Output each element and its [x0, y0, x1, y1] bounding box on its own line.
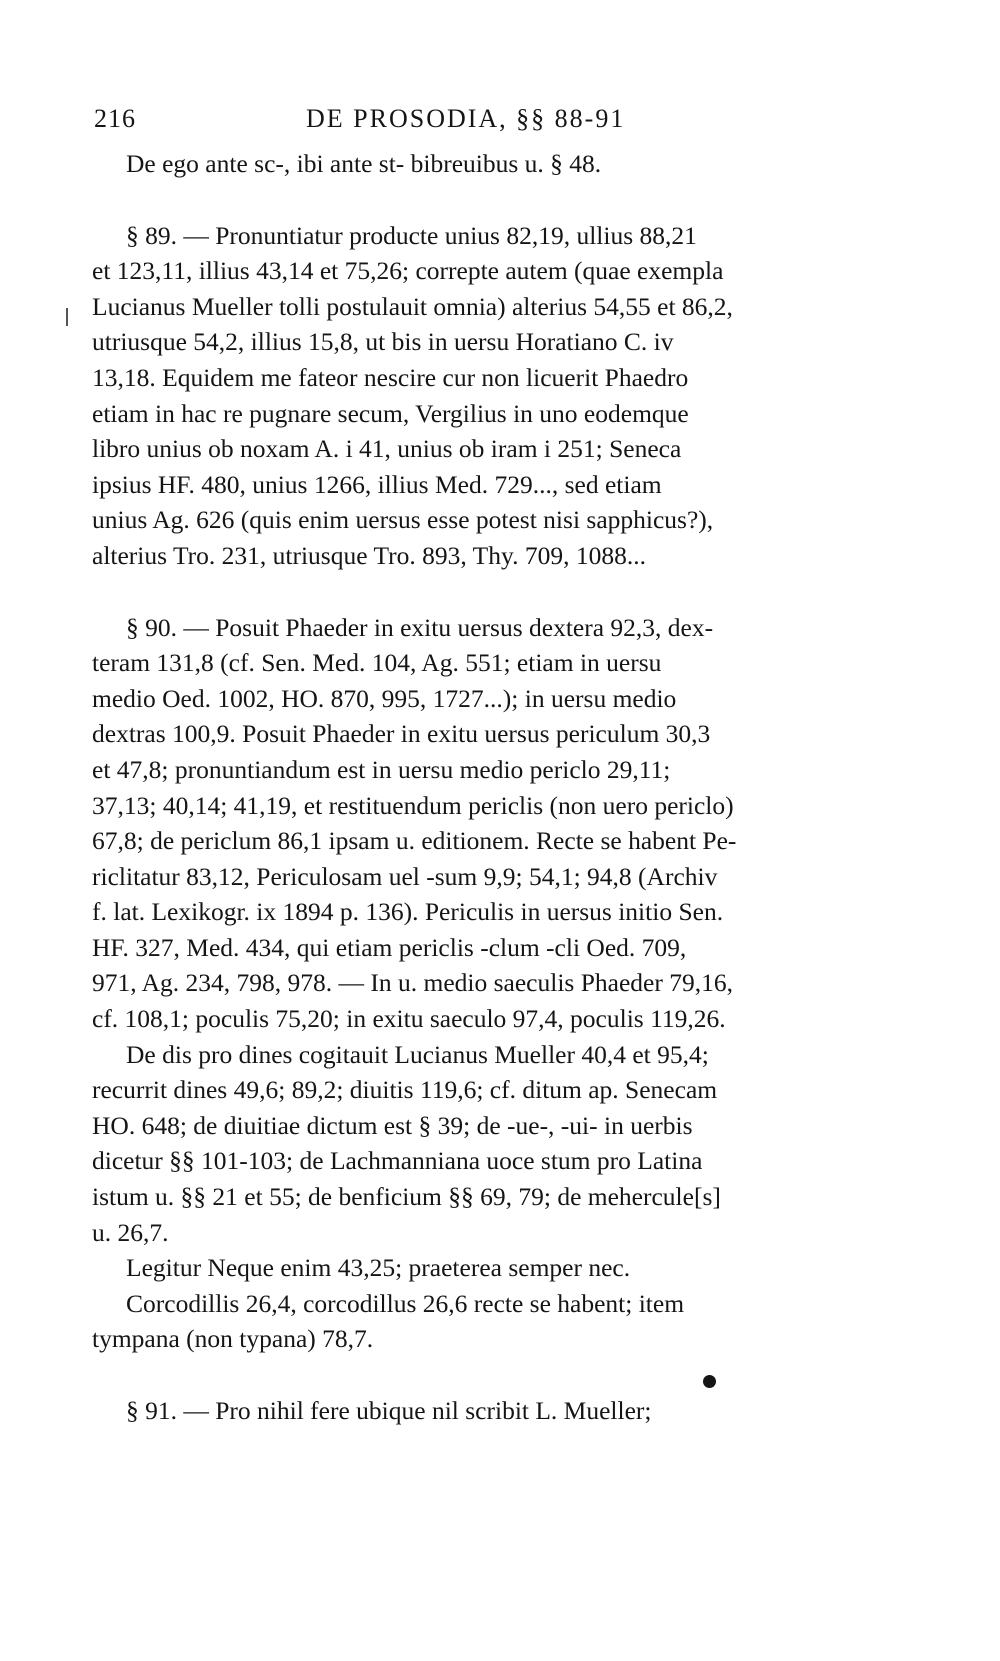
text-line: u. 26,7.	[92, 1217, 169, 1247]
text-line: teram 131,8 (cf. Sen. Med. 104, Ag. 551; etiam in uersu	[92, 648, 662, 678]
text-line: istum u. §§ 21 et 55; de benficium §§ 69, 79; de mehercule[s]	[92, 1182, 721, 1212]
running-head: DE PROSODIA, §§ 88-91	[306, 104, 626, 133]
text-line: cf. 108,1; poculis 75,20; in exitu saeculo 97,4, poculis 119,26.	[92, 1004, 726, 1034]
text-line: utriusque 54,2, illius 15,8, ut bis in uersu Horatiano C. iv	[92, 327, 674, 357]
text-line: dextras 100,9. Posuit Phaeder in exitu uersus periculum 30,3	[92, 719, 711, 749]
text-line: ipsius HF. 480, unius 1266, illius Med. 729..., sed etiam	[92, 469, 662, 499]
text-line: HO. 648; de diuitiae dictum est § 39; de -ue-, -ui- in uerbis	[92, 1110, 693, 1140]
text-line: et 47,8; pronuntiandum est in uersu medio periclo 29,11;	[92, 754, 671, 784]
text-line: 67,8; de periclum 86,1 ipsam u. editionem. Recte se habent Pe-	[92, 826, 737, 856]
page-number: 216	[94, 104, 136, 133]
text-line: etiam in hac re pugnare secum, Vergilius in uno eodemque	[92, 398, 689, 428]
margin-mark	[66, 308, 68, 326]
text-line: et 123,11, illius 43,14 et 75,26; correpte autem (quae exempla	[92, 256, 724, 286]
text-line: Lucianus Mueller tolli postulauit omnia) alterius 54,55 et 86,2,	[92, 291, 733, 321]
text-line: Corcodillis 26,4, corcodillus 26,6 recte se habent; item	[126, 1288, 685, 1318]
text-line: § 91. — Pro nihil fere ubique nil scribit L. Mueller;	[126, 1396, 652, 1425]
text-line: tympana (non typana) 78,7.	[92, 1324, 374, 1354]
text-line: Legitur Neque enim 43,25; praeterea semper nec.	[126, 1253, 631, 1283]
page-header	[94, 104, 674, 144]
text-line: medio Oed. 1002, HO. 870, 995, 1727...); in uersu medio	[92, 683, 677, 713]
text-line: § 90. — Posuit Phaeder in exitu uersus dextera 92,3, dex-	[126, 612, 714, 642]
text-line: recurrit dines 49,6; 89,2; diuitis 119,6; cf. ditum ap. Senecam	[92, 1075, 718, 1105]
text-line: HF. 327, Med. 434, qui etiam periclis -clum -cli Oed. 709,	[92, 932, 687, 962]
text-line: 37,13; 40,14; 41,19, et restituendum periclis (non uero periclo)	[92, 790, 734, 820]
text-line: f. lat. Lexikogr. ix 1894 p. 136). Periculis in uersus initio Sen.	[92, 897, 724, 927]
text-line: 971, Ag. 234, 798, 978. — In u. medio saeculis Phaeder 79,16,	[92, 968, 733, 998]
text-line: De dis pro dines cogitauit Lucianus Mueller 40,4 et 95,4;	[126, 1039, 709, 1069]
text-line: § 89. — Pronuntiatur producte unius 82,19, ullius 88,21	[126, 220, 697, 250]
text-body	[92, 146, 898, 1429]
text-line: libro unius ob noxam A. i 41, unius ob iram i 251; Seneca	[92, 434, 682, 464]
text-line: riclitatur 83,12, Periculosam uel -sum 9,9; 54,1; 94,8 (Archiv	[92, 861, 718, 891]
text-line: dicetur §§ 101-103; de Lachmanniana uoce stum pro Latina	[92, 1146, 703, 1176]
text-line: 13,18. Equidem me fateor nescire cur non licuerit Phaedro	[92, 362, 689, 392]
text-line: De ego ante sc-, ibi ante st- bibreuibus u. § 48.	[126, 149, 602, 178]
text-line: unius Ag. 626 (quis enim uersus esse potest nisi sapphicus?),	[92, 505, 714, 535]
ink-dot	[703, 1375, 716, 1388]
text-line: alterius Tro. 231, utriusque Tro. 893, Thy. 709, 1088...	[92, 540, 646, 570]
